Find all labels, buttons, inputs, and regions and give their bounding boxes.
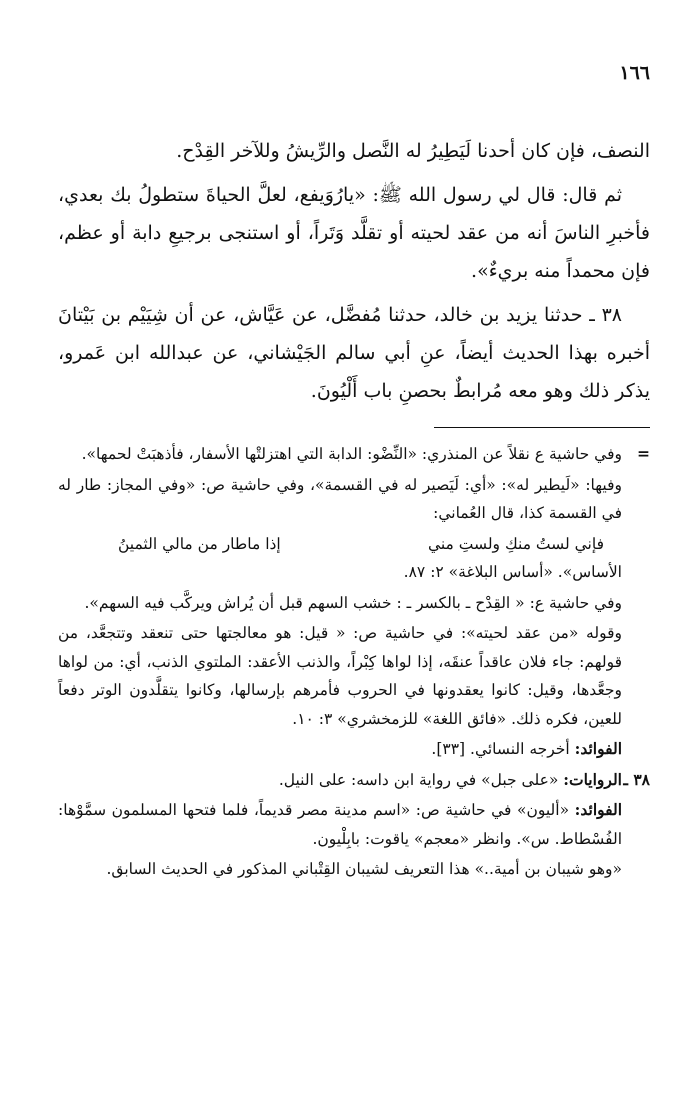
footnote-fawaid [58, 796, 622, 853]
riwayat-label: الروايات: [563, 769, 622, 789]
fawaid-label: الفوائد: [574, 739, 622, 758]
fawaid-text: أخرجه النسائي. [٣٣]. [431, 740, 570, 758]
footnote-marker-38: ٣٨ ـ [623, 769, 650, 789]
page-number: ١٦٦ [619, 62, 650, 84]
footnote-block-38 [58, 766, 650, 884]
poetry-verse [58, 530, 622, 559]
footnotes [58, 440, 650, 886]
footnote-block-1 [58, 440, 650, 764]
footnote-line: وفيها: «لَيطير له»: «أي: لَيَصير له في القسمة»، وفي حاشية ص: «وفي المجاز: طار له في القسمة كذا، قال العُماني: [58, 475, 622, 522]
fawaid-label: الفوائد: [574, 800, 623, 819]
verse-first-hemistich: فإني لستُ منكِ ولستِ مني [427, 534, 604, 553]
footnote-line: وفي حاشية ع: « القِدْح ـ بالكسر ـ : خشب السهم قبل أن يُراش ويركَّب فيه السهم». [84, 593, 622, 612]
footnote-marker-continuation: = [637, 444, 650, 463]
footnote-line: وقوله «من عقد لحيته»: في حاشية ص: « قيل: هو معالجتها حتى تنعقد وتتجعَّد، من قولهم: جاء فلان عاقداً عنقَه، إذا لواها كِبْراً، والذنب الأعقد: الملتوي الذنب، أي: من لواها وجعَّدها، وقيل: كانوا يعقدونها في الحروب فأمرهم بإرسالها، وكانوا يتقلَّدون الوتر دفعاً للعين، فكره ذلك. «فائق اللغة» للزمخشري» ٣: ١٠. [58, 624, 622, 728]
footnote-line: «وهو شيبان بن أمية..» هذا التعريف لشيبان القِتْباني المذكور في الحديث السابق. [106, 860, 622, 878]
main-paragraph-3: ٣٨ ـ حدثنا يزيد بن خالد، حدثنا مُفضَّل، عن عَيَّاش، عن أن شِيَيْم بن بَيْتانَ أخبره بهذا الحديث أيضاً، عنِ أبي سالم الجَيْشاني، عن عبدالله ابن عَمرو، يذكر ذلك وهو معه مُرابطٌ بحصنِ باب أَلْيُونَ. [58, 304, 650, 402]
main-paragraph-2: ثم قال: قال لي رسول الله ﷺ: «يارُوَيفع، لعلَّ الحياةَ ستطولُ بك بعدي، فأخبرِ الناسَ أنه من عقد لحيته أو تقلَّد وَتَراً، أو استنجى برجيعِ دابة أو عظم، فإن محمداً منه بريءٌ». [58, 184, 650, 282]
footnote-line: الأساس». «أساس البلاغة» ٢: ٨٧. [403, 563, 622, 581]
book-page [58, 0, 650, 1106]
main-paragraph-1: النصف، فإن كان أحدنا لَيَطِيرُ له النَّصل والرِّيشُ وللآخر القِدْح. [176, 140, 650, 162]
fawaid-text: «أليون» في حاشية ص: «اسم مدينة مصر قديماً، فلما فتحها المسلمون سمَّوْها: الفُسْطاط. س». وانظر «معجم» ياقوت: بابِلْيون. [58, 801, 622, 848]
footnote-line: وفي حاشية ع نقلاً عن المنذري: «النِّضْو: الدابة التي اهتزلتْها الأسفار، فأذهبَتْ لحمها». [81, 445, 622, 463]
footnote-fawaid [58, 735, 622, 764]
footnote-divider [434, 427, 650, 428]
verse-second-hemistich: إذا ماطار من مالي الثمينُ [118, 534, 281, 553]
main-text [58, 132, 650, 416]
riwayat-text: «على جبل» في رواية ابن داسه: على النيل. [278, 770, 559, 789]
footnote-riwayat [58, 766, 622, 795]
